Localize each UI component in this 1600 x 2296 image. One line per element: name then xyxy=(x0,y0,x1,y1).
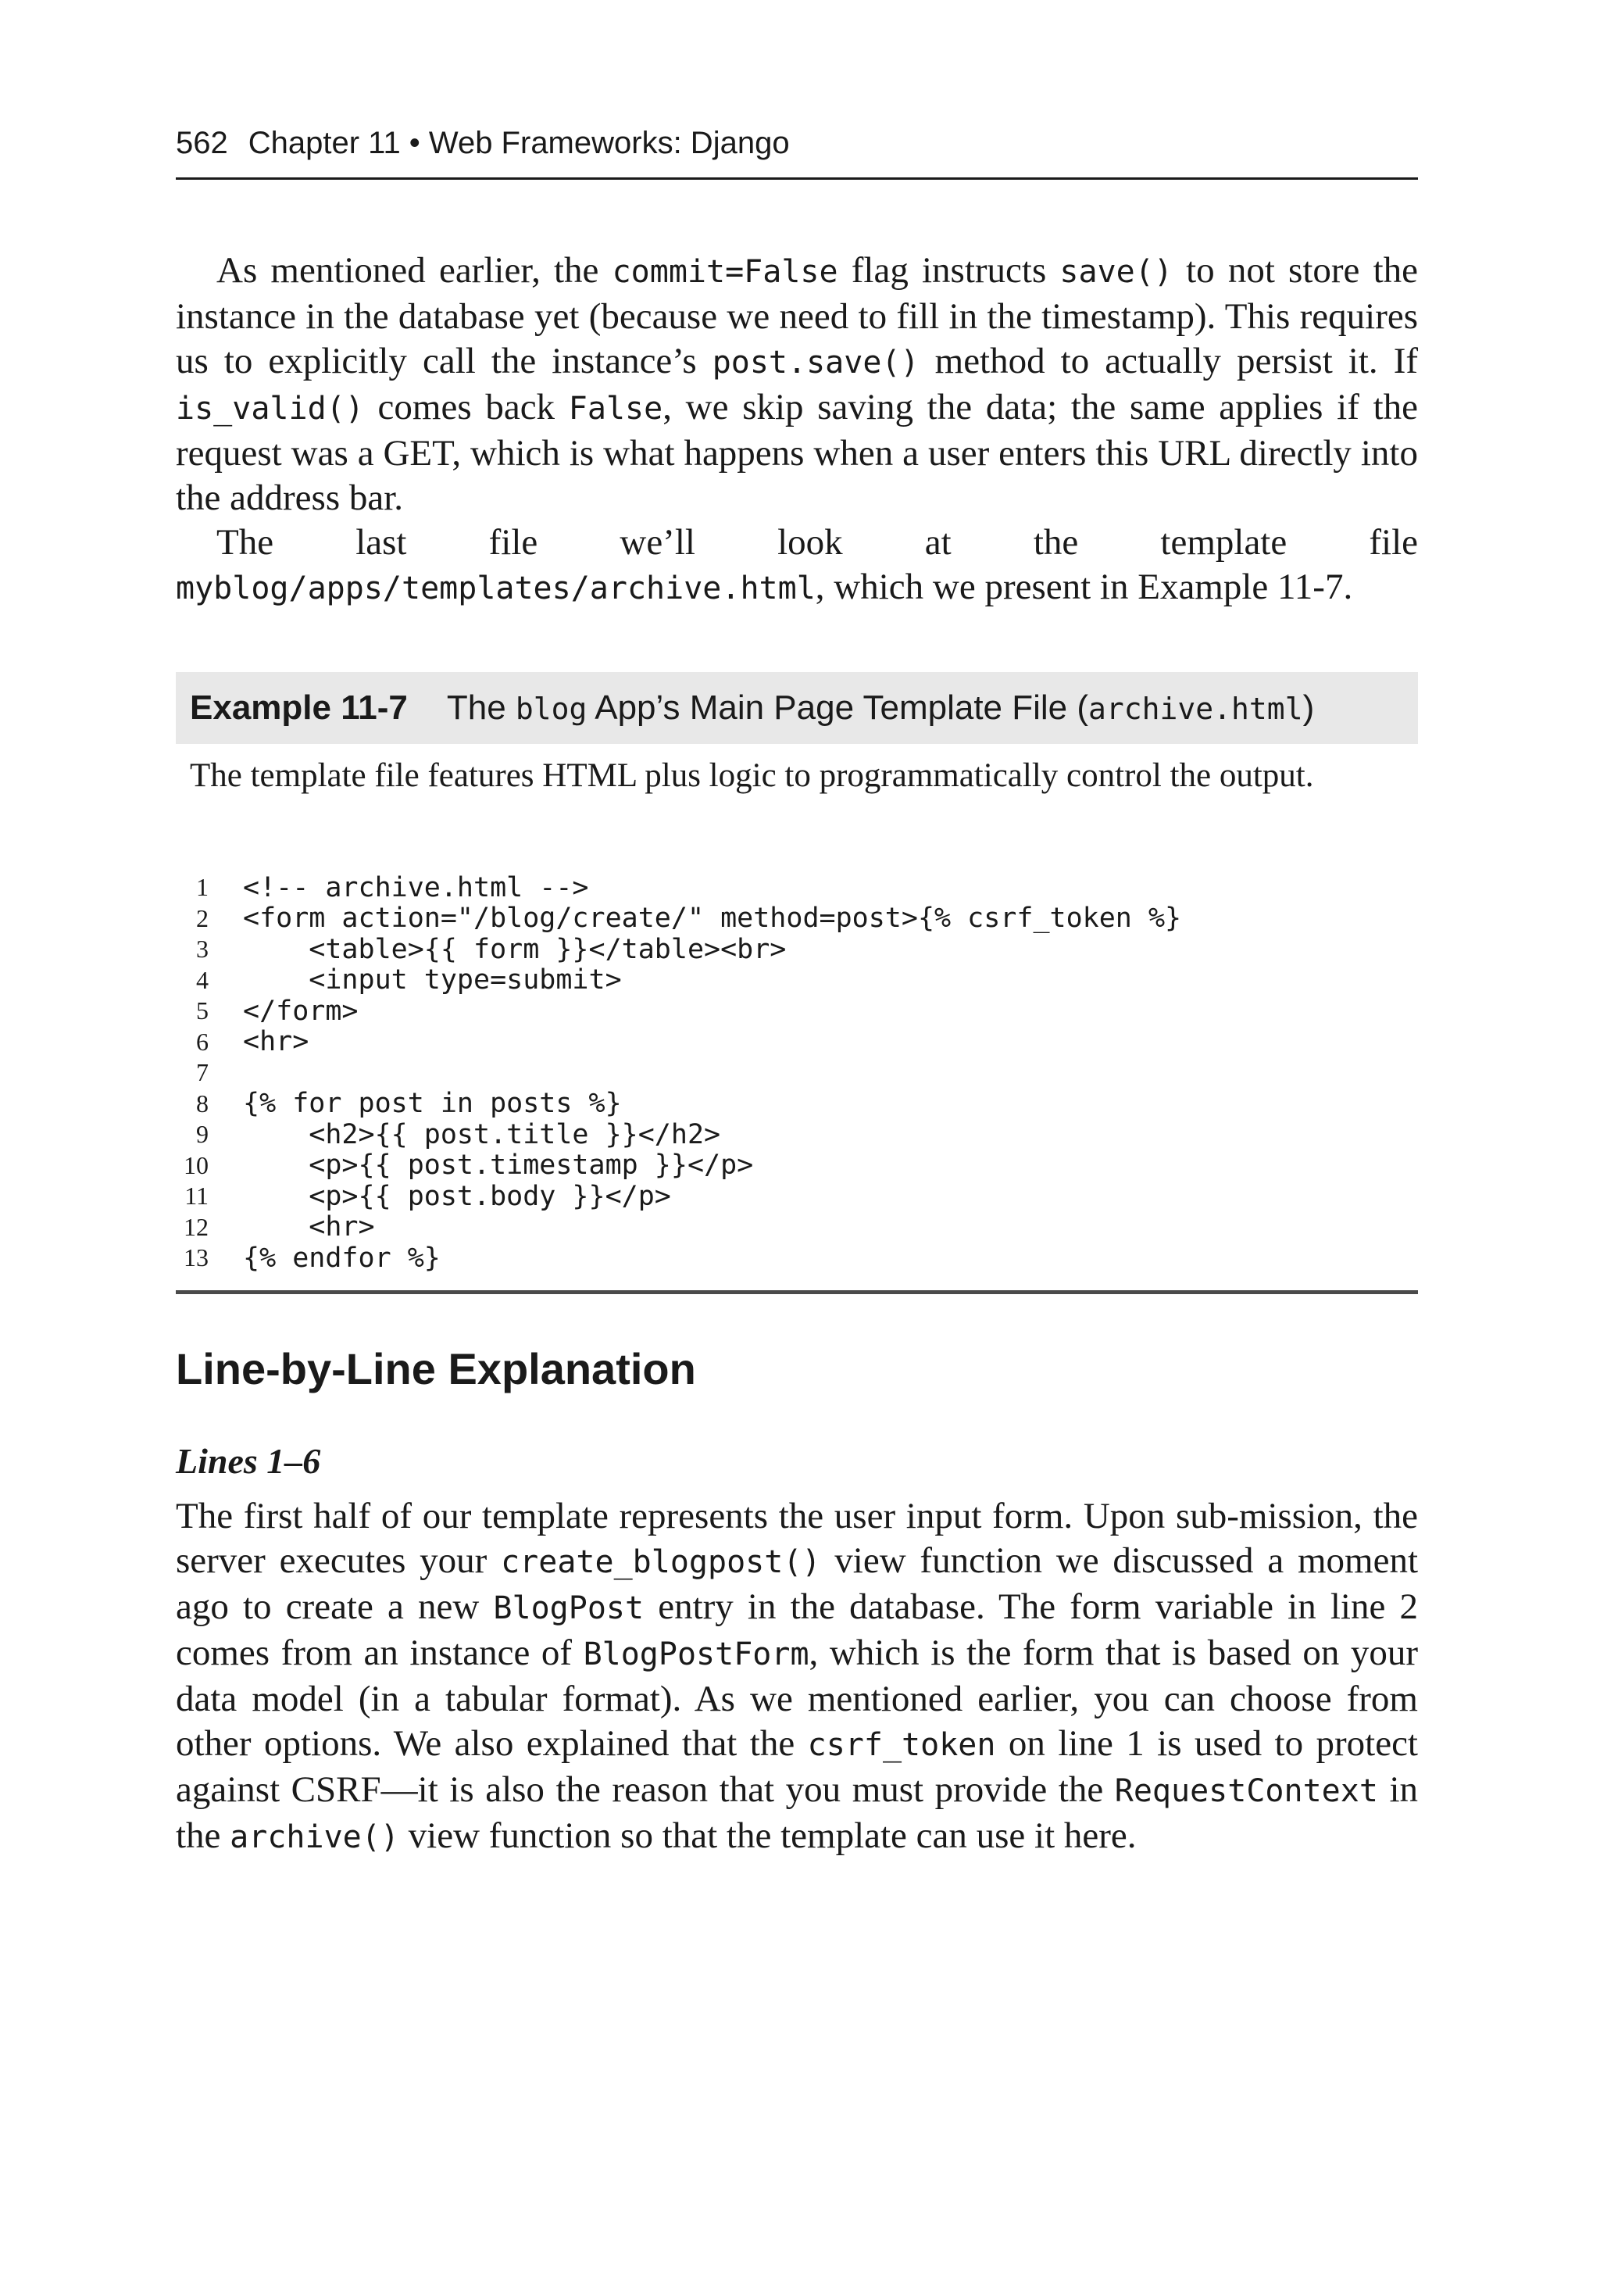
example-title: The blog App’s Main Page Template File (archive.html) xyxy=(446,688,1315,727)
line-number: 10 xyxy=(184,1150,209,1179)
line-code: <hr> xyxy=(243,1211,375,1243)
section-heading: Line-by-Line Explanation xyxy=(176,1344,696,1393)
code-line xyxy=(176,1027,1418,1058)
chapter-title: Chapter 11 • Web Frameworks: Django xyxy=(248,126,790,160)
line-code: </form> xyxy=(243,995,359,1027)
code-listing xyxy=(176,872,1418,1274)
line-code: {% for post in posts %} xyxy=(243,1088,622,1120)
example-end-rule xyxy=(176,1290,1418,1294)
intro-paragraph-2: The last file we’ll look at the template file myblog/apps/templates/archive.html, which we present in Example 11-7. xyxy=(176,522,1418,607)
code-line xyxy=(176,1057,1418,1089)
subsection-heading: Lines 1–6 xyxy=(176,1441,321,1481)
code-line xyxy=(176,872,1418,903)
line-code: <p>{{ post.body }}</p> xyxy=(243,1180,671,1212)
line-code: <!-- archive.html --> xyxy=(243,871,589,903)
code-line xyxy=(176,996,1418,1027)
line-number: 11 xyxy=(184,1182,209,1211)
line-number: 8 xyxy=(196,1089,209,1118)
code-line xyxy=(176,1119,1418,1150)
example-caption xyxy=(176,672,1418,744)
line-code: <hr> xyxy=(243,1026,309,1058)
page-number: 562 xyxy=(176,126,228,160)
line-number: 2 xyxy=(196,903,209,932)
intro-text xyxy=(176,249,1418,611)
code-line xyxy=(176,1181,1418,1212)
section-paragraph: The first half of our template represents the user input form. Upon sub-mission, the server executes your create_blogpost() view function we discussed a moment ago to create a new BlogPost entry in the database. The form variable in line 2 comes from an instance of BlogPostForm, which is the form that is based on your data model (in a tabular format). As we mentioned earlier, you can choose from other options. We also explained that the csrf_token on line 1 is used to protect against CSRF—it is also the reason that you must provide the RequestContext in the archive() view function so that the template can use it here. xyxy=(176,1496,1419,1856)
line-code: {% endfor %} xyxy=(243,1242,441,1274)
line-number: 4 xyxy=(196,965,209,994)
line-code: <input type=submit> xyxy=(243,964,622,996)
example-label: Example 11-7 xyxy=(190,688,408,727)
intro-paragraph-1: As mentioned earlier, the commit=False flag instructs save() to not store the instance in the database yet (because we need to fill in the timestamp). This requires us to explicitly call the instance’s post.save() method to actually persist it. If is_valid() comes back False, we skip saving the data; the same applies if the request was a GET, which is what happens when a user enters this URL directly into the address bar. xyxy=(176,250,1418,518)
line-code: <table>{{ form }}</table><br> xyxy=(243,933,787,965)
line-code: <p>{{ post.timestamp }}</p> xyxy=(243,1150,754,1182)
section-body xyxy=(176,1494,1418,1860)
code-line xyxy=(176,965,1418,996)
line-number: 1 xyxy=(196,873,209,902)
code-line xyxy=(176,1150,1418,1182)
code-line xyxy=(176,1089,1418,1120)
code-line xyxy=(176,1243,1418,1274)
code-line xyxy=(176,903,1418,935)
line-number: 3 xyxy=(196,935,209,964)
line-number: 6 xyxy=(196,1027,209,1056)
code-line xyxy=(176,1212,1418,1243)
line-number: 12 xyxy=(184,1212,209,1241)
example-description: The template file features HTML plus logic to programmatically control the output. xyxy=(190,757,1314,794)
line-number: 13 xyxy=(184,1243,209,1272)
line-number: 5 xyxy=(196,996,209,1025)
line-code: <form action="/blog/create/" method=post>{% csrf_token %} xyxy=(243,903,1182,935)
running-header xyxy=(176,117,1418,180)
line-code: <h2>{{ post.title }}</h2> xyxy=(243,1118,721,1150)
line-number: 7 xyxy=(196,1058,209,1087)
line-number: 9 xyxy=(196,1120,209,1149)
code-line xyxy=(176,934,1418,965)
